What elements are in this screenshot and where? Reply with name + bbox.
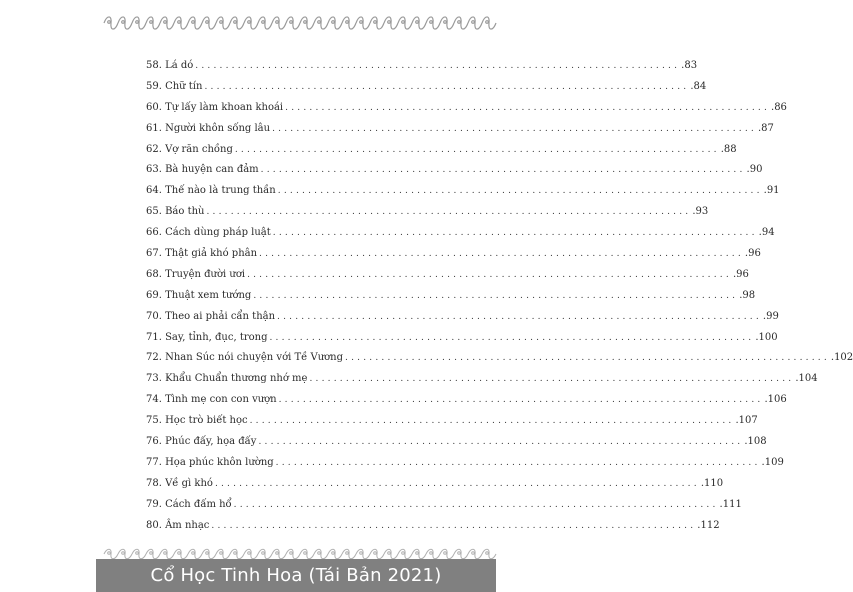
toc-entry-page: .110	[700, 477, 724, 489]
toc-entry	[146, 456, 784, 478]
toc-dot-leader: ................................................................................	[275, 457, 761, 468]
toc-entry-page: .109	[761, 456, 784, 468]
toc-dot-leader: ................................................................................	[277, 186, 763, 197]
toc-entry-title: 64. Thế nào là trung thần	[146, 185, 276, 197]
toc-entry-title: 60. Tự lấy làm khoan khoái	[146, 101, 284, 113]
toc-entry-title: 78. Về gì khó	[146, 477, 213, 489]
toc-entry-page: .104	[795, 373, 818, 385]
toc-dot-leader: ................................................................................	[259, 249, 744, 260]
toc-entry	[146, 101, 787, 123]
toc-entry-page: .100	[755, 331, 778, 343]
toc-dot-leader: ................................................................................	[253, 290, 739, 301]
toc-entry-title: 62. Vợ răn chồng	[146, 143, 233, 155]
toc-entry-page: .88	[720, 143, 737, 155]
toc-entry-page: .99	[762, 310, 779, 322]
toc-entry-page: .102	[830, 352, 853, 364]
toc-entry-title: 74. Tình mẹ con con vượn	[146, 394, 277, 406]
toc-entry-page: .86	[771, 101, 787, 113]
toc-dot-leader: ................................................................................	[233, 499, 719, 510]
toc-entry	[146, 80, 707, 102]
toc-entry-title: 72. Nhan Súc nói chuyện với Tề Vương	[146, 352, 344, 364]
toc-entry-title: 58. Lá dó	[146, 60, 194, 71]
toc-entry	[146, 268, 749, 290]
toc-entry-title: 66. Cách dùng pháp luật	[146, 227, 271, 239]
toc-entry-title: 77. Họa phúc khôn lường	[146, 456, 274, 468]
toc-entry	[146, 206, 709, 227]
toc-dot-leader: ................................................................................	[278, 395, 764, 406]
toc-dot-leader: ................................................................................	[234, 144, 720, 155]
toc-entry-title: 67. Thật giả khó phân	[146, 248, 258, 260]
toc-entry-title: 65. Báo thù	[146, 206, 205, 218]
toc-entry	[146, 331, 778, 353]
toc-entry	[146, 164, 763, 185]
toc-dot-leader: ................................................................................	[269, 332, 755, 343]
toc-entry	[146, 310, 779, 332]
toc-dot-leader: ................................................................................	[277, 311, 762, 322]
toc-entry-page: .96	[732, 268, 749, 280]
toc-dot-leader: ................................................................................	[247, 269, 732, 280]
toc-entry-title: 61. Người khôn sống lâu	[146, 122, 271, 134]
toc-dot-leader: ................................................................................	[204, 81, 690, 92]
toc-dot-leader: ................................................................................	[309, 374, 795, 385]
toc-dot-leader: ................................................................................	[214, 478, 700, 489]
toc-entry	[146, 60, 698, 81]
book-title: Cổ Học Tinh Hoa (Tái Bản 2021)	[150, 565, 442, 586]
toc-entry-page: .93	[692, 206, 709, 218]
toc-entry	[146, 394, 787, 415]
toc-entry-page: .83	[681, 60, 698, 71]
toc-entry-page: .111	[719, 498, 742, 510]
toc-entry-title: 73. Khẩu Chuẩn thương nhớ mẹ	[146, 373, 308, 385]
toc-entry-title: 80. Âm nhạc	[146, 519, 210, 531]
toc-entry-title: 69. Thuật xem tướng	[146, 289, 252, 301]
toc-entry-title: 63. Bà huyện can đảm	[146, 164, 259, 176]
toc-entry-title: 70. Theo ai phải cẩn thận	[146, 310, 276, 322]
toc-dot-leader: ................................................................................	[258, 437, 744, 448]
toc-dot-leader: ................................................................................	[272, 228, 758, 239]
toc-entry	[146, 227, 775, 248]
toc-entry-page: .84	[690, 80, 707, 92]
toc-entry-title: 79. Cách đấm hổ	[146, 498, 232, 510]
toc-dot-leader: ................................................................................	[206, 207, 692, 218]
toc-entry-page: .96	[744, 248, 761, 260]
top-ornament-icon	[100, 14, 492, 32]
toc-entry-title: 71. Say, tỉnh, đục, trong	[146, 331, 268, 343]
toc-entry	[146, 185, 780, 206]
toc-entry-page: .87	[757, 122, 774, 134]
toc-entry	[146, 477, 724, 499]
toc-entry-title: 59. Chữ tín	[146, 80, 203, 92]
toc-entry-page: .90	[746, 164, 763, 176]
toc-dot-leader: ................................................................................	[272, 123, 757, 134]
toc-entry-title: 75. Học trò biết học	[146, 415, 248, 427]
toc-entry	[146, 415, 758, 436]
table-of-contents	[146, 60, 853, 540]
toc-dot-leader: ................................................................................	[249, 416, 735, 427]
toc-entry-page: .94	[758, 227, 775, 239]
toc-entry	[146, 122, 774, 144]
toc-entry-page: .98	[739, 289, 756, 301]
title-banner	[96, 559, 496, 592]
toc-entry	[146, 373, 818, 394]
toc-entry	[146, 436, 767, 457]
toc-entry	[146, 143, 737, 165]
toc-entry-title: 68. Truyện đười ươi	[146, 268, 246, 280]
toc-dot-leader: ................................................................................	[285, 102, 771, 113]
toc-entry-title: 76. Phúc đấy, họa đấy	[146, 436, 257, 448]
toc-entry	[146, 352, 853, 373]
toc-entry	[146, 248, 761, 269]
toc-dot-leader: ................................................................................	[260, 165, 746, 176]
toc-entry	[146, 519, 720, 541]
toc-entry-page: .112	[697, 519, 720, 531]
toc-entry-page: .91	[763, 185, 780, 197]
toc-entry	[146, 289, 756, 311]
toc-entry-page: .107	[735, 415, 758, 427]
toc-entry-page: .108	[744, 436, 767, 448]
toc-dot-leader: ................................................................................	[195, 61, 681, 71]
toc-dot-leader: ................................................................................	[211, 520, 697, 531]
toc-entry	[146, 498, 742, 520]
toc-dot-leader: ................................................................................	[345, 353, 830, 364]
toc-entry-page: .106	[764, 394, 787, 406]
